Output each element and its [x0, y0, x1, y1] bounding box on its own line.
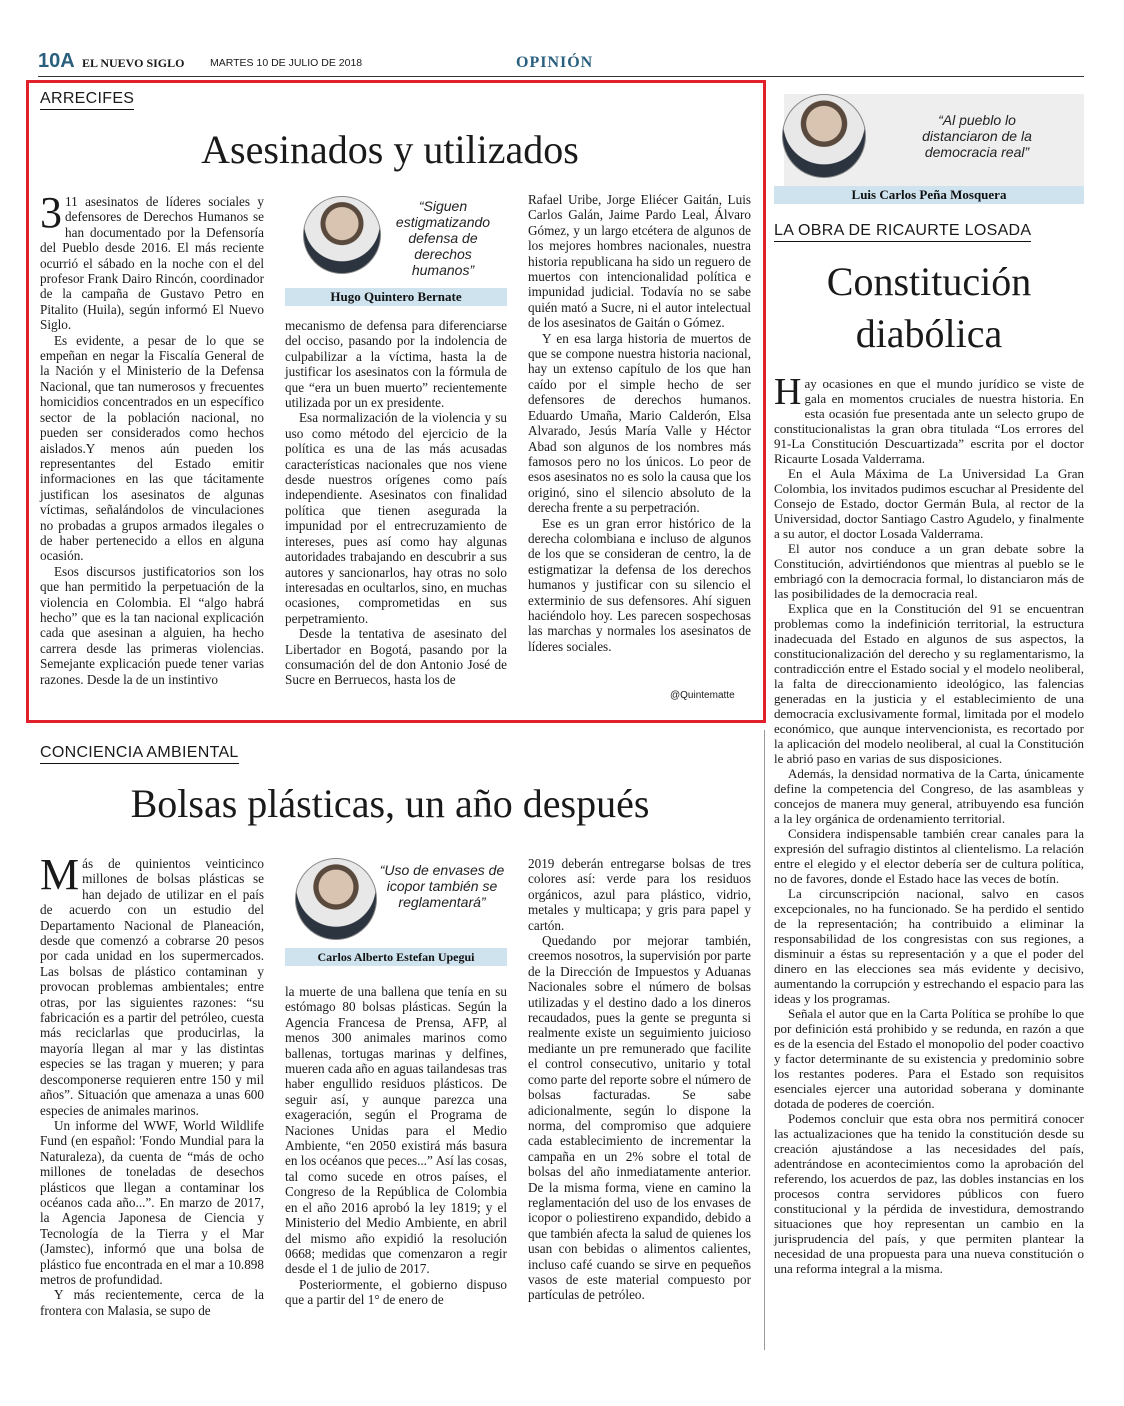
- page-header: [38, 50, 1084, 77]
- column-label-arrecifes: ARRECIFES: [40, 90, 134, 110]
- page-number: 10A: [38, 50, 75, 72]
- article1-col1: 3 11 asesinatos de líderes sociales y defensores de Derechos Humanos se han documentado por la Defensoría del Pueblo desde 2016. El más reciente ocurrió el sábado en la noche con el del profesor Frank Dairo Rincón, coordinador de la campaña de Gustavo Petro en Pitalito (Huila), según informó El Nuevo Siglo. Es evidente, a pesar de lo que se empeñan en negar la Fiscalía General de la Nación y el Ministerio de la Defensa Nacional, que tan numerosos y frecuentes homicidios concentrados en un específico sector de la población nacional, no pueden ser considerados como hechos aislados.Y menos aún pueden los representantes del Estado emitir informaciones en las que tácitamente justifican los asesinatos de algunas víctimas, señalándolos de vinculaciones no probadas a grupos armados ilegales o de haber pertenecido a ellos en alguna ocasión. Esos discursos justificatorios son los que han permitido la perpetuación de la violencia en Colombia. El “algo habrá hecho” que es la tan nacional explicación cada que asesinan a alguien, ha hecho carrera desde las primeras violencias. Semejante explicación puede tener varias razones. Desde la de un instintivo: [40, 188, 264, 687]
- author-name: Carlos Alberto Estefan Upegui: [285, 948, 507, 966]
- article1-quote-box: [285, 192, 507, 308]
- column-divider: [764, 730, 765, 1350]
- author-name: Luis Carlos Peña Mosquera: [774, 186, 1084, 204]
- article2-body: Hay ocasiones en que el mundo jurídico se viste de gala en momentos cruciales de nuestra historia. En esta ocasión fue presentada ante un selecto grupo de constitucionalistas la gran obra titulada “Los errores del 91-La Constitución Descuartizada” escrita por el doctor Ricaurte Losada Valderrama. En el Aula Máxima de La Universidad La Gran Colombia, los invitados pudimos escuchar al Presidente del Consejo de Estado, doctor Germán Bula, al rector de la Universidad, doctor Santiago Castro Agudelo, y finalmente a su autor, el doctor Losada Valderrama. El autor nos conduce a un gran debate sobre la Constitución, advirtiéndonos que mientras al pueblo se le embriagó con la democracia formal, lo distanciaron más de las posibilidades de la democracia real. Explica que en la Constitución del 91 se encuentran problemas como la indefinición territorial, la estructura inadecuada del Estado en algunos de sus aspectos, la constitucionalización del derecho y su reglamentarismo, la contradicción entre el Estado social y el modelo neoliberal, la falta de direccionamiento ideológico, las falencias generadas en la justicia y el establecimiento de una democracia exclusivamente formal, limitada por el modelo económico, que aunque intervencionista, es recortado por la aplicación del modelo neoliberal, al cual la Constitución le abrió paso en varias de sus disposiciones. Además, la densidad normativa de la Carta, únicamente define la competencia del Congreso, de las asambleas y concejos de manera muy general, atribuyendo esa función a la ley orgánica de ordenamiento territorial. Considera indispensable también crear canales para la expresión del sufragio distintos al clientelismo. La relación entre el elegido y el elector debería ser de cultura política, no de favores, donde el Estado hace las veces de botín. La circunscripción nacional, salvo en casos excepcionales, no ha funcionado. Se ha perdido el sentido de la representación; ha contribuido a eliminar la responsabilidad de los congresistas con sus regiones, a disminuir a éstas su representación y a que el poder del dinero en las elecciones sea más evidente y decisivo, aumentando la corrupción y estrechando el espacio para las ideas y los programas. Señala el autor que en la Carta Política se prohíbe lo que por definición está prohibido y se redunda, en razón a que es de la esencia del Estado el monopolio del poder coactivo y factor determinante de su existencia y predominio sobre los restantes poderes. Para el Estado son requisitos esenciales ejercer una autoridad soberana y dominante dotada de poderes de coerción. Podemos concluir que esta obra nos permitirá conocer las actualizaciones que ha tenido la constitución desde su creación ajustándose a las necesidades del país, adentrándose en acontecimientos como la aprobación del referendo, los acuerdos de paz, las dobles instancias en los procesos contra servidores públicos con fuero constitucional y la pérdida de investidura, demostrando situaciones que hoy representan un cambio en la jurisprudencia del país, y que permiten plantear la necesidad de una propuesta para una nueva constitución o una reforma integral a la misma.: [774, 371, 1084, 1276]
- article2-quote-box: [774, 94, 1084, 206]
- pull-quote: “Al pueblo lo distanciaron de la democracia real”: [922, 112, 1032, 160]
- dropcap: H: [774, 371, 802, 413]
- column-label-ricaurte: LA OBRA DE RICAURTE LOSADA: [774, 222, 1031, 242]
- article3-col3: 2019 deberán entregarse bolsas de tres colores así: verde para los residuos orgánicos, azul para plástico, vidrio, metales y multicapa; y gris para papel y cartón. Quedando por mejorar también, creemos nosotros, la supervisión por parte de la Dirección de Impuestos y Aduanas Nacionales sobre el número de bolsas utilizadas y el destino dado a los dineros recaudados, pues la gente se pregunta si realmente existe un seguimiento juicioso mediante un pre remunerado que facilite el control consecutivo, unitario y total como parte del reporte sobre el número de bolsas facturadas. Se sabe adicionalmente, según lo dispone la norma, del compromiso que adquiere cada establecimiento de incrementar la campaña en un 2% sobre el total de bolsas del año inmediatamente anterior. De la misma forma, viene en camino la reglamentación del uso de los envases de icopor o poliestireno expandido, debido a que también afecta la salud de quienes los usan con bebidas o alimentos calientes, incluso café cuando se sirve en pequeños vasos de este material compuesto por partículas de petróleo.: [528, 856, 751, 1303]
- section-title: OPINIÓN: [516, 54, 594, 71]
- article3-quote-box: [285, 854, 507, 972]
- column-label-ambiental: CONCIENCIA AMBIENTAL: [40, 744, 239, 764]
- dropcap: 3: [40, 188, 62, 237]
- article3-col2: la muerte de una ballena que tenía en su estómago 80 bolsas plásticas. Según la Agencia Francesa de Prensa, AFP, al menos 300 animales marinos como ballenas, tortugas marinas y delfines, mueren cada año en aguas tailandesas tras haber engullido residuos plásticos. De seguir así, y aunque parezca una exageración, según el Programa de Naciones Unidas para el Medio Ambiente, “en 2050 existirá más basura en los océanos que peces...” Así las cosas, tal como sucede en otros países, el Congreso de la República de Colombia en el año 2016 aprobó la ley 1819; y el Ministerio del Medio Ambiente, en abril del mismo año expidió la resolución 0668; medidas que comenzaron a regir desde el 1 de julio de 2017. Posteriormente, el gobierno dispuso que a partir del 1° de enero de: [285, 984, 507, 1308]
- article1-col2: mecanismo de defensa para diferenciarse del occiso, pasando por la indolencia de culpabilizar a la víctima, hasta la de justificar los asesinatos con la fórmula de que “era un buen muerto” recientemente utilizada por un ex presidente. Esa normalización de la violencia y su uso como método del ejercicio de la política es una de las más acusadas características nacionales que nos viene desde nuestros orígenes como país independiente. Asesinatos con finalidad política que tienen asegurada la impunidad por el entrecruzamiento de intereses, pues así como hay algunas autoridades trabajando en descubrir a sus autores y sancionarlos, hay otras no solo interesadas en ocultarlos, sino, en muchas ocasiones, comprometidas en sus perpetramiento. Desde la tentativa de asesinato del Libertador en Bogotá, pasando por la consumación del de don Antonio José de Sucre en Berruecos, hasta los de: [285, 318, 507, 688]
- article1-title: Asesinados y utilizados: [201, 127, 579, 172]
- pull-quote: “Siguen estigmatizando defensa de derechos humanos”: [395, 198, 491, 278]
- article3-title: Bolsas plásticas, un año después: [130, 781, 650, 826]
- article1-col3: Rafael Uribe, Jorge Eliécer Gaitán, Luis Carlos Galán, Jaime Pardo Leal, Álvaro Gómez, y un largo etcétera de algunos de los mejores hombres nacionales, nuestra historia republicana ha sido un reguero de muertos con intencionalidad política e impunidad judicial. Todavía no se sabe quién mató a Sucre, ni el autor intelectual de los asesinatos de Gaitán o Gómez. Y en esa larga historia de muertos de que se compone nuestra historia nacional, hay un extenso capítulo de los que han caído por el simple hecho de ser defensores de derechos humanos. Eduardo Umaña, Mario Calderón, Elsa Alvarado, Jesús María Valle y Héctor Abad son algunos de los nombres más famosos pero no los únicos. Lo peor de esos asesinatos no es solo la causa que los originó, sino el silencio absoluto de la derecha frente a su perpetración. Ese es un gran error histórico de la derecha colombiana e incluso de algunos de los que se consideran de centro, la de estigmatizar la defensa de los derechos humanos y justificar con su silencio el exterminio de sus defensores. Ahí siguen haciéndolo hoy. Les parecen sospechosas las marchas y normales los asesinatos de líderes sociales.: [528, 192, 751, 654]
- article3-col1: Más de quinientos veinticinco millones de bolsas plásticas se han dejado de utilizar en el país de acuerdo con un estudio del Departamento Nacional de Planeación, desde que comenzó a cobrarse 20 pesos por cada unidad en los supermercados. Las bolsas de plástico contaminan y provocan problemas ambientales; entre otras, por las siguientes razones: “su fabricación es a partir del petróleo, cuesta más reciclarlas que producirlas, la mayoría llegan al mar y las distintas especies se las tragan y mueren; y para descomponerse requieren entre 150 y mil años”. Situación que amenaza a unas 600 especies de animales marinos. Un informe del WWF, World Wildlife Fund (en español: 'Fondo Mundial para la Naturaleza), da cuenta de “más de ocho millones de toneladas de desechos plásticos que llegan a contaminar los océanos cada año...”. En marzo de 2017, la Agencia Japonesa de Ciencia y Tecnología de la Tierra y el Mar (Jamstec), informó que una bolsa de plástico fue encontrada en el mar a 10.898 metros de profundidad. Y más recientemente, cerca de la frontera con Malasia, se supo de: [40, 850, 264, 1318]
- author-handle: @Quintematte: [670, 690, 735, 701]
- author-photo: [303, 196, 381, 274]
- author-photo: [782, 94, 866, 178]
- issue-date: MARTES 10 DE JULIO DE 2018: [210, 57, 363, 69]
- article2-title: Constitución diabólica: [826, 259, 1032, 356]
- dropcap: M: [40, 850, 80, 899]
- author-name: Hugo Quintero Bernate: [285, 288, 507, 306]
- author-photo: [295, 858, 377, 940]
- newspaper-name: EL NUEVO SIGLO: [82, 56, 185, 70]
- pull-quote: “Uso de envases de icopor también se reglamentará”: [379, 862, 505, 910]
